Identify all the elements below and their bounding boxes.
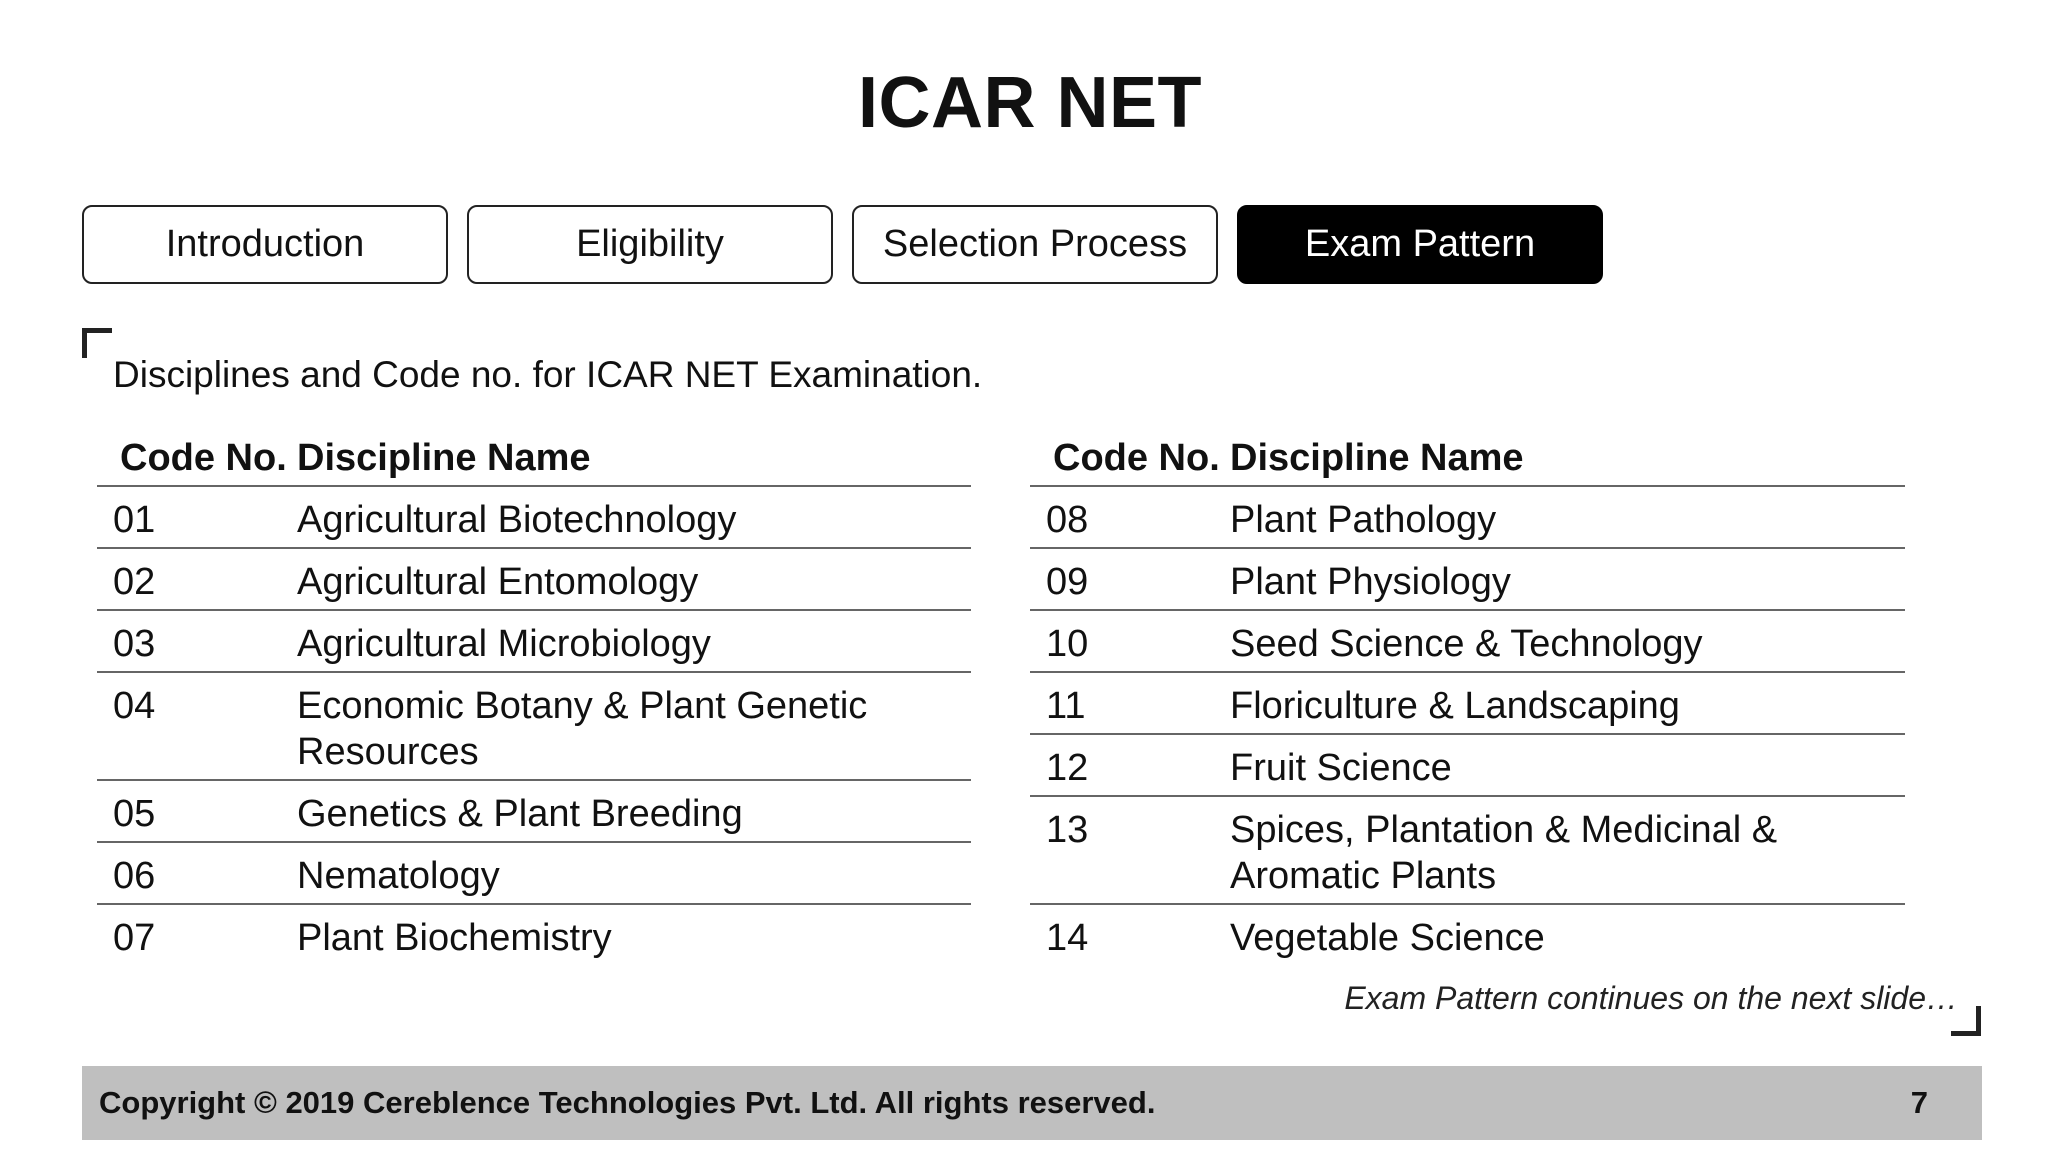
discipline-code: 05 <box>97 780 297 842</box>
discipline-code: 11 <box>1030 672 1230 734</box>
discipline-code: 13 <box>1030 796 1230 904</box>
tab-eligibility[interactable]: Eligibility <box>467 205 833 284</box>
code-column-header: Code No. <box>1030 432 1230 486</box>
discipline-code: 08 <box>1030 486 1230 548</box>
table-row <box>97 486 971 548</box>
discipline-code: 10 <box>1030 610 1230 672</box>
table-row <box>97 548 971 610</box>
discipline-name: Vegetable Science <box>1230 917 1545 959</box>
discipline-name: Seed Science & Technology <box>1230 610 1905 672</box>
tab-bar <box>82 205 1603 284</box>
discipline-code: 14 <box>1046 917 1089 959</box>
tab-selection-process[interactable]: Selection Process <box>852 205 1218 284</box>
tab-introduction[interactable]: Introduction <box>82 205 448 284</box>
discipline-name: Floriculture & Landscaping <box>1230 672 1905 734</box>
table-row <box>1030 610 1905 672</box>
discipline-code: 03 <box>97 610 297 672</box>
table-row <box>1030 486 1905 548</box>
table-row <box>1030 672 1905 734</box>
copyright-text: Copyright © 2019 Cereblence Technologies Pvt. Ltd. All rights reserved. <box>99 1085 1156 1120</box>
discipline-code: 02 <box>97 548 297 610</box>
discipline-code: 12 <box>1030 734 1230 796</box>
discipline-code: 04 <box>97 672 297 780</box>
table-row <box>1030 548 1905 610</box>
code-column-header: Code No. <box>97 432 297 486</box>
disciplines-table-right <box>1030 432 1905 966</box>
name-column-header: Discipline Name <box>297 432 971 486</box>
continuation-note: Exam Pattern continues on the next slide… <box>1344 980 1958 1016</box>
discipline-name: Agricultural Microbiology <box>297 610 971 672</box>
discipline-name: Nematology <box>297 842 971 904</box>
discipline-name: Agricultural Entomology <box>297 548 971 610</box>
table-row <box>97 780 971 842</box>
table-row <box>1030 796 1905 904</box>
corner-bracket-bottom-right <box>1951 1006 1981 1036</box>
table-row <box>1030 904 1905 966</box>
discipline-code: 09 <box>1030 548 1230 610</box>
table-row <box>1030 734 1905 796</box>
tab-exam-pattern[interactable]: Exam Pattern <box>1237 205 1603 284</box>
discipline-code: 06 <box>97 842 297 904</box>
page-number: 7 <box>1910 1085 1928 1120</box>
page-title: ICAR NET <box>858 63 1202 143</box>
discipline-name: Fruit Science <box>1230 734 1905 796</box>
section-subtitle: Disciplines and Code no. for ICAR NET Examination. <box>113 354 983 395</box>
discipline-name: Genetics & Plant Breeding <box>297 780 971 842</box>
name-column-header: Discipline Name <box>1230 432 1905 486</box>
corner-bracket-top-left <box>82 328 112 358</box>
table-header-row <box>1030 432 1905 486</box>
discipline-name: Spices, Plantation & Medicinal & Aromatic Plants <box>1230 796 1905 904</box>
discipline-name: Plant Pathology <box>1230 486 1905 548</box>
table-row <box>97 672 971 780</box>
discipline-code: 07 <box>113 917 156 959</box>
table-header-row <box>97 432 971 486</box>
disciplines-table-left <box>97 432 971 966</box>
discipline-name: Plant Physiology <box>1230 548 1905 610</box>
table-row <box>97 610 971 672</box>
table-row <box>97 904 971 966</box>
table-row <box>97 842 971 904</box>
discipline-name: Plant Biochemistry <box>297 917 612 959</box>
footer-bar <box>82 1066 1982 1140</box>
discipline-name: Economic Botany & Plant Genetic Resources <box>297 672 971 780</box>
discipline-code: 01 <box>97 486 297 548</box>
discipline-name: Agricultural Biotechnology <box>297 486 971 548</box>
